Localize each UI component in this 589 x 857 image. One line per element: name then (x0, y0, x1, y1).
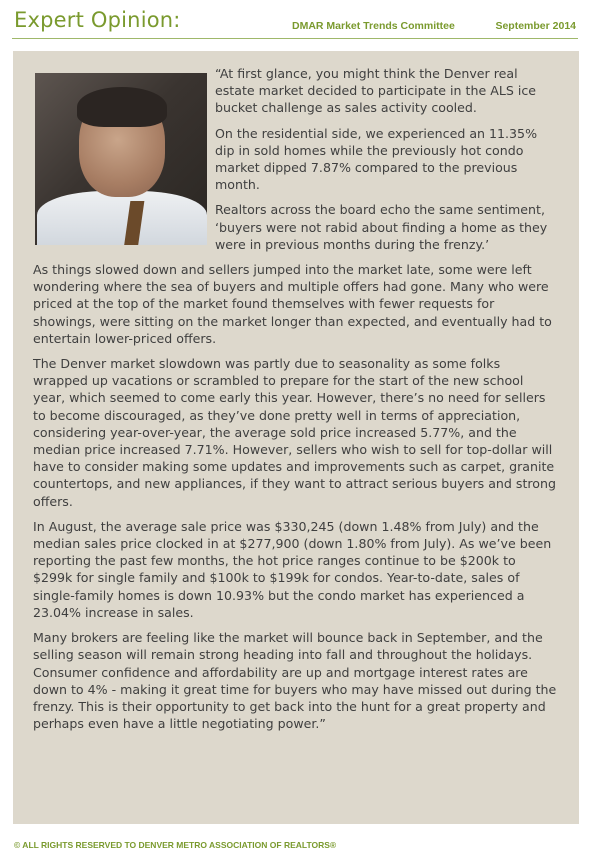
paragraph-4: As things slowed down and sellers jumped into the market late, some were left wondering where the sea of buyers and multiple offers had gone. Many who were priced at the top of the market found themselves with fewer requests for showings, were sitting on the market longer than expected, and eventually had to entertain lower-priced offers. (33, 262, 552, 346)
copyright-notice: © ALL RIGHTS RESERVED TO DENVER METRO ASSOCIATION OF REALTORS® (14, 840, 337, 850)
paragraph-7: Many brokers are feeling like the market will bounce back in September, and the selling season will remain strong heading into fall and throughout the holidays. Consumer confidence and affordability are up and mortgage interest rates are down to 4% - making it great time for buyers who may have missed out during the frenzy. This is their opportunity to get back into the hunt for a great property and perhaps even have a little negotiating power.” (33, 630, 557, 732)
article-body (33, 65, 557, 740)
paragraph-5: The Denver market slowdown was partly due to seasonality as some folks wrapped up vacations or scrambled to prepare for the start of the new school year, which seemed to come early this year. However, there’s no need for sellers to become discouraged, as they’ve done pretty well in terms of appreciation, considering year-over-year, the average sold price increased 5.77%, and the median price increased 7.71%. However, sellers who wish to sell for top-dollar will have to consider making some updates and improvements such as carpet, granite countertops, and new appliances, if they want to attract serious buyers and strong offers. (33, 356, 556, 509)
committee-name: DMAR Market Trends Committee (292, 20, 455, 32)
photo-spacer (33, 65, 215, 261)
paragraph-3: Realtors across the board echo the same sentiment, ‘buyers were not rabid about finding a home as they were in previous months during the frenzy.’ (215, 202, 548, 252)
issue-date: September 2014 (495, 20, 576, 32)
page-header (12, 8, 578, 38)
paragraph-1: “At first glance, you might think the Denver real estate market decided to participate in the ALS ice bucket challenge as sales activity cooled. (215, 66, 537, 116)
header-divider (12, 38, 578, 39)
page-title: Expert Opinion: (14, 8, 181, 32)
paragraph-2: On the residential side, we experienced an 11.35% dip in sold homes while the previously hot condo market dipped 7.87% compared to the previous month. (215, 125, 538, 193)
paragraph-6: In August, the average sale price was $330,245 (down 1.48% from July) and the median sales price clocked in at $277,900 (down 1.80% from July). As we’ve been reporting the past few months, the hot price ranges continue to be $200k to $299k for single family and $100k to $199k for condos. Year-to-date, sales of single-family homes is down 10.93% but the condo market has experienced a 23.04% increase in sales. (33, 518, 552, 620)
article-panel (13, 51, 579, 824)
